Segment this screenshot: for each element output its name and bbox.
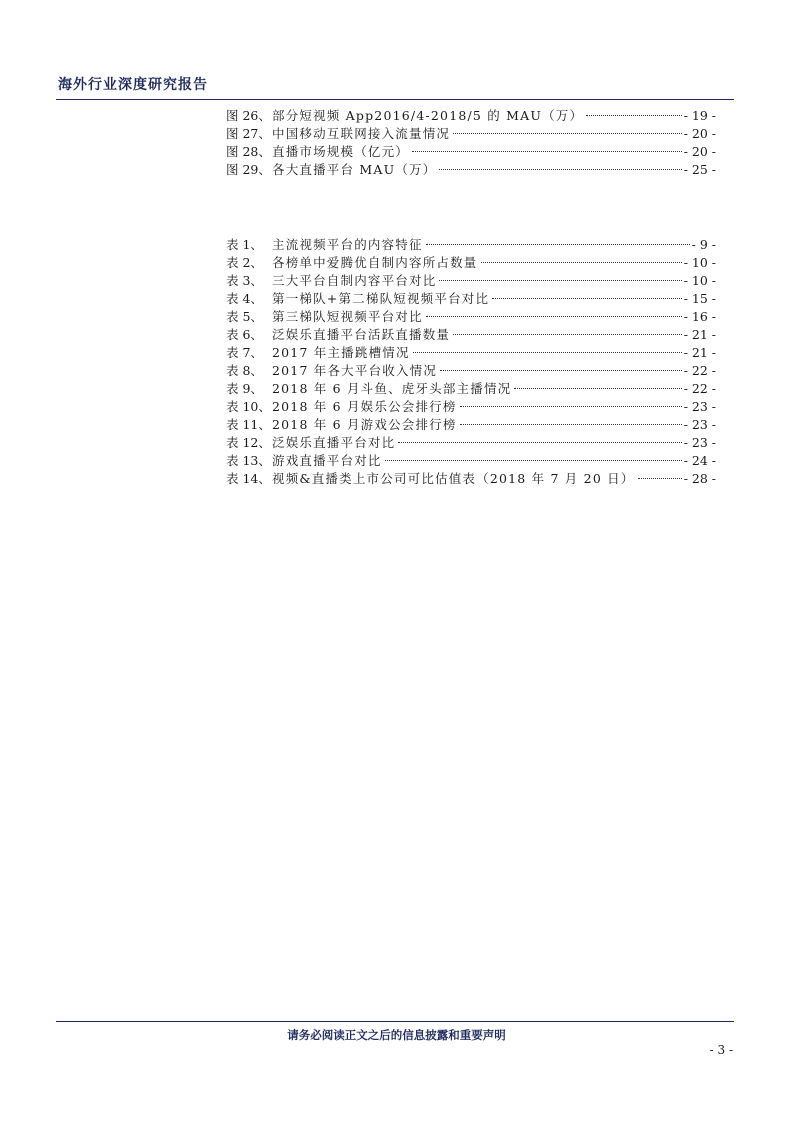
header-divider (56, 99, 734, 100)
toc-entry-page: - 22 - (683, 381, 716, 396)
dot-leader (453, 120, 682, 138)
dot-leader (398, 429, 681, 447)
toc-entry-title: 部分短视频 App2016/4-2018/5 的 MAU（万） (272, 108, 584, 123)
toc-entry-page: - 21 - (683, 327, 716, 342)
toc-entry-page: - 28 - (683, 471, 716, 486)
toc-entry-page: - 23 - (683, 435, 716, 450)
dot-leader (426, 231, 690, 249)
toc-entry-page: - 10 - (683, 273, 716, 288)
toc-entry-page: - 16 - (683, 309, 716, 324)
toc-entry-title: 三大平台自制内容平台对比 (272, 273, 437, 288)
toc-entry-label: 表 9、 (226, 381, 263, 396)
footer-divider (56, 1021, 734, 1022)
footer-disclaimer: 请务必阅读正文之后的信息披露和重要声明 (287, 1028, 506, 1042)
dot-leader (492, 285, 682, 303)
toc-entry-label: 表 7、 (226, 345, 263, 360)
toc-entry-title: 2018 年 6 月斗鱼、虎牙头部主播情况 (272, 381, 512, 396)
dot-leader (439, 267, 681, 285)
dot-leader (514, 375, 681, 393)
toc-entry-label: 图 29、 (226, 162, 271, 177)
dot-leader (413, 339, 682, 357)
toc-entry-label: 表 10、 (226, 399, 271, 414)
toc-entry-label: 表 2、 (226, 255, 263, 270)
toc-entry-page: - 10 - (683, 255, 716, 270)
toc-entry-label: 表 4、 (226, 291, 263, 306)
table-toc-entry[interactable] (226, 231, 716, 252)
dot-leader (453, 321, 682, 339)
toc-entry-page: - 9 - (691, 237, 716, 252)
dot-leader (412, 138, 682, 156)
toc-entry-label: 表 1、 (226, 237, 263, 252)
toc-entry-title: 2017 年主播跳槽情况 (272, 345, 410, 360)
toc-entry-label: 表 8、 (226, 363, 263, 378)
toc-entry-label: 表 14、 (226, 471, 271, 486)
toc-entry-title: 泛娱乐直播平台对比 (272, 435, 396, 450)
toc-entry-label: 表 3、 (226, 273, 263, 288)
dot-leader (638, 465, 682, 483)
toc-entry-title: 各大直播平台 MAU（万） (272, 162, 437, 177)
toc-entry-label: 表 13、 (226, 453, 271, 468)
toc-entry-title: 各榜单中爱腾优自制内容所占数量 (272, 255, 478, 270)
toc-entry-page: - 19 - (683, 108, 716, 123)
toc-entry-title: 视频&直播类上市公司可比估值表（2018 年 7 月 20 日） (272, 471, 635, 486)
dot-leader (426, 303, 682, 321)
toc-entry-page: - 20 - (683, 126, 716, 141)
toc-entry-page: - 20 - (683, 144, 716, 159)
toc-entry-title: 2018 年 6 月娱乐公会排行榜 (272, 399, 457, 414)
dot-leader (460, 393, 682, 411)
dot-leader (481, 249, 682, 267)
figure-list (226, 102, 716, 177)
table-list (226, 231, 716, 486)
toc-entry-title: 直播市场规模（亿元） (272, 144, 410, 159)
dot-leader (385, 447, 682, 465)
dot-leader (440, 357, 682, 375)
page-number: - 3 - (709, 1043, 733, 1057)
toc-entry-label: 表 6、 (226, 327, 263, 342)
toc-entry-title: 中国移动互联网接入流量情况 (272, 126, 451, 141)
figure-toc-entry[interactable] (226, 102, 716, 123)
toc-entry-label: 图 26、 (226, 108, 271, 123)
report-header-title: 海外行业深度研究报告 (58, 77, 208, 93)
toc-entry-label: 表 11、 (226, 417, 271, 432)
toc-entry-page: - 15 - (683, 291, 716, 306)
toc-entry-label: 图 28、 (226, 144, 271, 159)
dot-leader (460, 411, 682, 429)
toc-entry-title: 2017 年各大平台收入情况 (272, 363, 438, 378)
toc-entry-title: 游戏直播平台对比 (272, 453, 382, 468)
toc-entry-page: - 25 - (683, 162, 716, 177)
toc-entry-page: - 21 - (683, 345, 716, 360)
toc-entry-title: 第一梯队+第二梯队短视频平台对比 (272, 291, 490, 306)
toc-entry-title: 泛娱乐直播平台活跃直播数量 (272, 327, 451, 342)
toc-entry-title: 主流视频平台的内容特征 (272, 237, 423, 252)
toc-entry-label: 图 27、 (226, 126, 271, 141)
toc-entry-label: 表 12、 (226, 435, 271, 450)
dot-leader (586, 102, 682, 120)
toc-entry-title: 第三梯队短视频平台对比 (272, 309, 423, 324)
toc-entry-title: 2018 年 6 月游戏公会排行榜 (272, 417, 457, 432)
toc-entry-label: 表 5、 (226, 309, 263, 324)
toc-entry-page: - 22 - (683, 363, 716, 378)
toc-entry-page: - 23 - (683, 417, 716, 432)
toc-entry-page: - 24 - (683, 453, 716, 468)
toc-entry-page: - 23 - (683, 399, 716, 414)
dot-leader (439, 156, 681, 174)
